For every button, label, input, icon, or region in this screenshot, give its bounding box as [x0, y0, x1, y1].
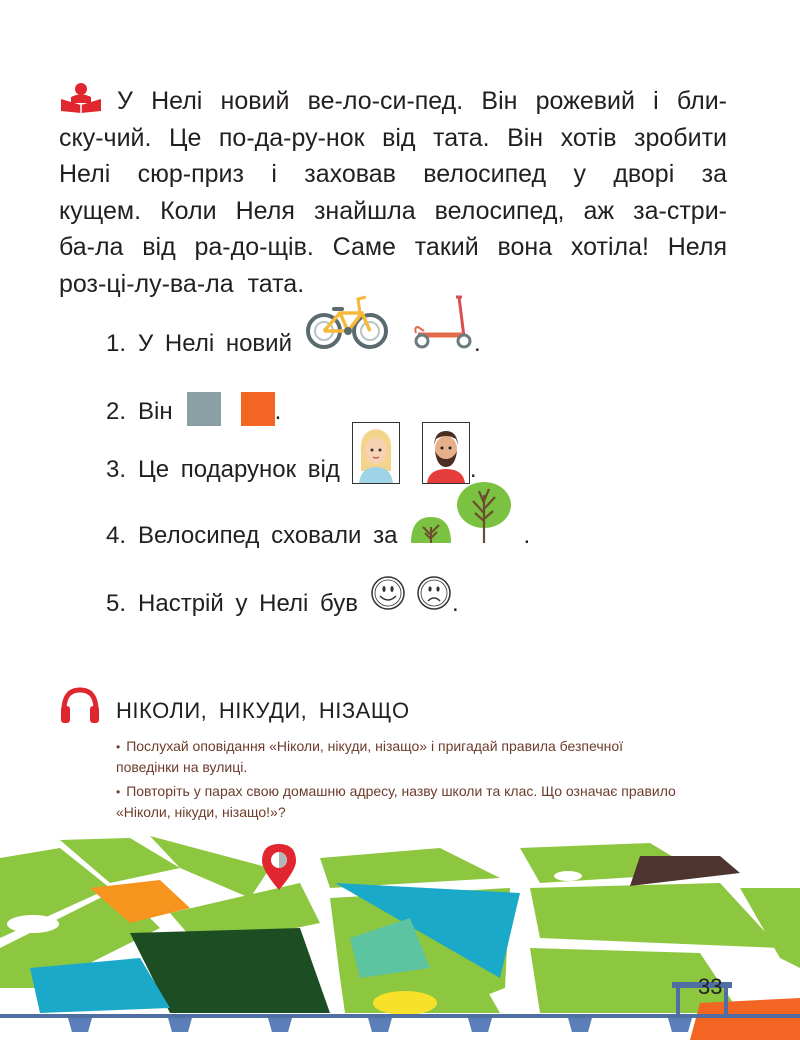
reader-book-icon [59, 83, 103, 113]
bush-icon [409, 513, 453, 550]
instruction-item [116, 736, 676, 777]
instruction-item [116, 781, 676, 822]
question-text: У Нелі новий [138, 330, 292, 357]
girl-portrait-icon [352, 422, 400, 484]
question-4 [106, 488, 530, 550]
question-number: 3. [106, 456, 127, 483]
question-number: 4. [106, 522, 127, 549]
question-end: . [473, 330, 481, 357]
question-end: . [469, 456, 477, 483]
listening-instructions [116, 736, 676, 826]
map-pond [373, 991, 437, 1015]
question-end: . [523, 522, 531, 549]
question-end: . [451, 590, 459, 617]
tree-icon [455, 481, 513, 550]
question-3 [106, 418, 477, 484]
question-number: 2. [106, 398, 127, 425]
question-text: Настрій у Нелі був [138, 590, 358, 617]
reading-text: У Нелі новий ве-ло-си-пед. Він рожевий і бли-ску-чий. Це по-да-ру-нок від тата. Він хотів зробити Нелі сюр-приз і заховав велосипед у дворі за кущем. Коли Неля знайшла велосипед, аж за-стри-ба-ла від ра-до-щів. Саме такий вона хотіла! Неля роз-ці-лу-ва-ла тата. [59, 87, 727, 298]
question-number: 1. [106, 330, 127, 357]
question-end: . [274, 398, 282, 425]
map-spot [554, 871, 582, 881]
man-portrait-icon [422, 422, 470, 484]
question-text: Велосипед сховали за [138, 522, 398, 549]
bicycle-icon [304, 291, 390, 358]
reading-passage [59, 83, 727, 302]
page-number: 33 [698, 974, 723, 999]
sad-face-icon [416, 575, 452, 618]
question-text: Це подарунок від [138, 456, 340, 483]
map-spot [7, 915, 59, 933]
listening-title: НІКОЛИ, НІКУДИ, НІЗАЩО [116, 698, 410, 723]
instruction-text: Послухай оповідання «Ніколи, нікуди, нізащо» і пригадай правила безпечної поведінки на вулиці. [116, 738, 624, 775]
headphones-icon [60, 686, 100, 729]
question-number: 5. [106, 590, 127, 617]
happy-face-icon [370, 575, 406, 618]
question-1 [106, 296, 481, 358]
question-5 [106, 578, 459, 618]
question-text: Він [138, 398, 173, 425]
instruction-text: Повторіть у парах свою домашню адресу, назву школи та клас. Що означає правило «Ніколи, нікуди, нізащо!»? [116, 783, 676, 820]
city-map-illustration [0, 828, 800, 1040]
bullet-icon: • [116, 785, 121, 799]
road-line [0, 1014, 800, 1018]
scooter-icon [410, 291, 474, 358]
bullet-icon: • [116, 740, 121, 754]
map-block [690, 998, 800, 1040]
